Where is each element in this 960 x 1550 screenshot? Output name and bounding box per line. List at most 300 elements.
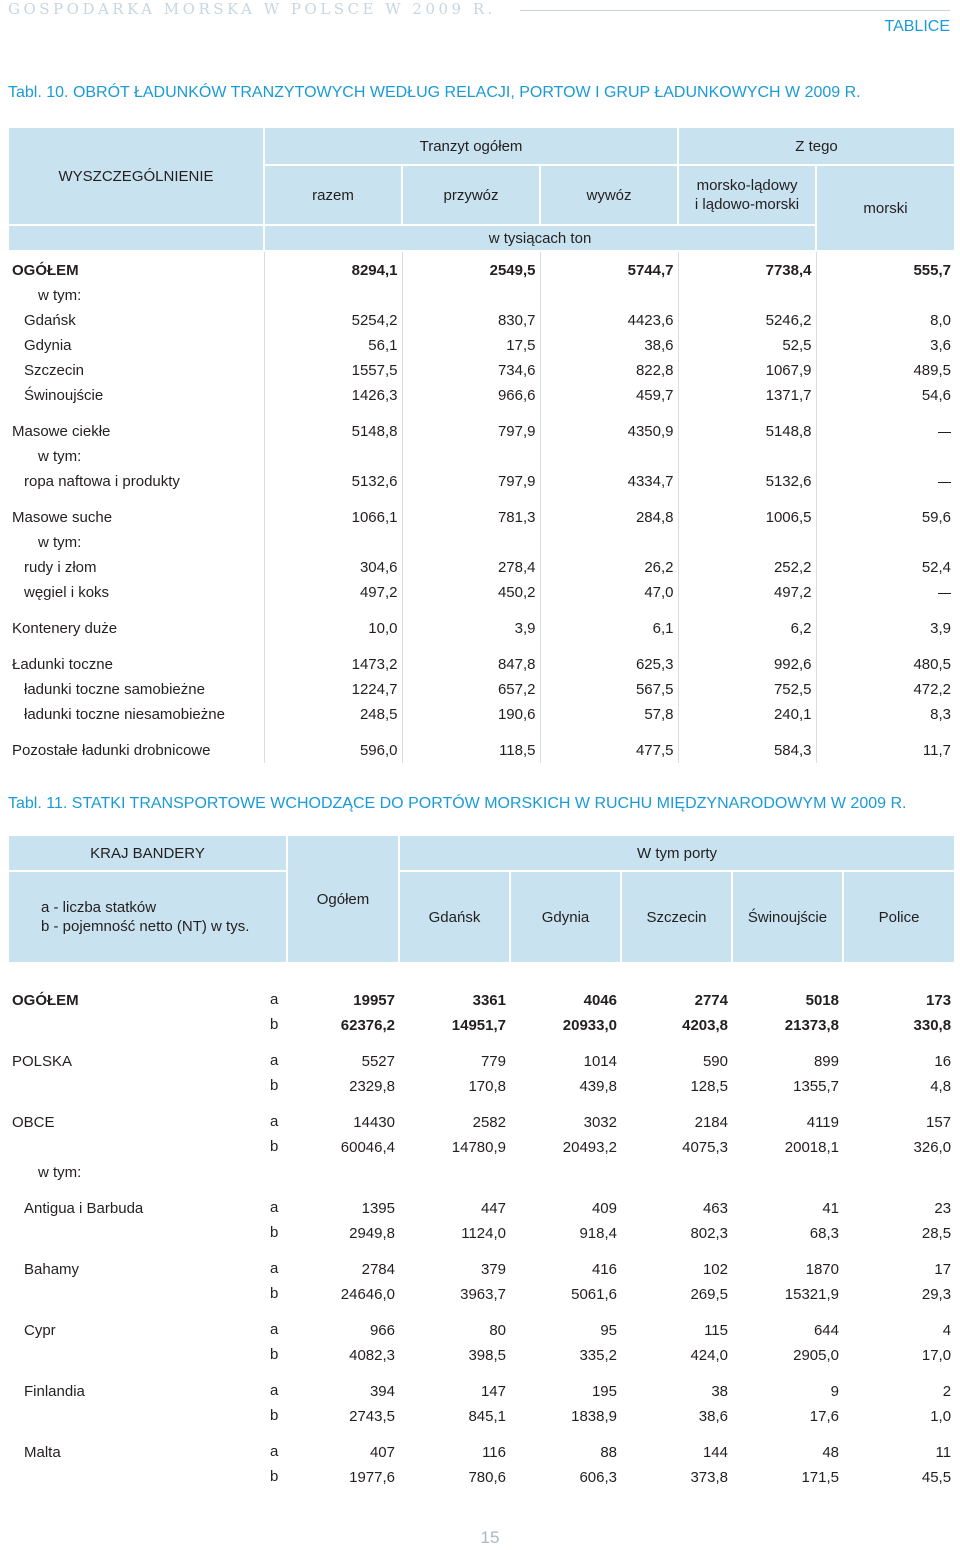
spacer-row	[8, 641, 955, 652]
table-row	[8, 419, 955, 444]
cell-value: 1,0	[930, 1408, 952, 1425]
row-label: Gdynia	[8, 333, 264, 358]
cell-value: 54,6	[921, 387, 952, 404]
row-label: ładunki toczne samobieżne	[8, 677, 264, 702]
cell-value: 38,6	[540, 333, 678, 358]
group-label: Finlandia a	[24, 1382, 279, 1400]
group-label-empty	[8, 1282, 287, 1307]
cell-value: 5246,2	[678, 308, 816, 333]
spacer-row	[8, 963, 955, 988]
cell-value: 606,3	[579, 1469, 617, 1486]
cell-value: 128,5	[690, 1078, 728, 1095]
cell-value: 1067,9	[678, 358, 816, 383]
table-row	[8, 1440, 955, 1465]
cell-value: 68,3	[809, 1225, 839, 1242]
cell-value	[816, 419, 955, 444]
cell-value: 781,3	[402, 505, 540, 530]
table-row	[8, 1465, 955, 1490]
table-row	[8, 1404, 955, 1429]
legend-a: a - liczba statków	[41, 899, 157, 916]
cell-value: 779	[480, 1053, 506, 1070]
cell-value: 335,2	[579, 1347, 617, 1364]
table-row	[8, 702, 955, 727]
cell-value: 1426,3	[264, 383, 402, 408]
cell-value: 373,8	[690, 1469, 728, 1486]
col-of-which: Z tego	[678, 127, 955, 165]
cell-value: 248,5	[264, 702, 402, 727]
table-row	[8, 652, 955, 677]
row-label: Pozostałe ładunki drobnicowe	[8, 738, 264, 763]
cell-value	[402, 283, 540, 308]
cell-value: 992,6	[678, 652, 816, 677]
cell-value: 3032	[583, 1114, 617, 1131]
cell-value	[540, 444, 678, 469]
cell-value: 450,2	[402, 580, 540, 605]
table-row	[8, 1318, 955, 1343]
cell-value: 1395	[361, 1200, 395, 1217]
cell-value: 5744,7	[540, 258, 678, 283]
cell-value: 5132,6	[264, 469, 402, 494]
col-razem: razem	[264, 165, 402, 225]
cell-value: 4350,9	[540, 419, 678, 444]
col-port-police: Police	[843, 871, 955, 963]
cell-value	[816, 444, 955, 469]
table-row	[8, 444, 955, 469]
table-row	[8, 383, 955, 408]
cell-value: 330,8	[913, 1017, 952, 1034]
table-row	[8, 1343, 955, 1368]
cell-value	[816, 530, 955, 555]
group-label-empty	[8, 1135, 287, 1160]
unit-label: w tysiącach ton	[264, 225, 816, 251]
cell-value: 463	[702, 1200, 728, 1217]
cell-value: 4423,6	[540, 308, 678, 333]
cell-value: 2184	[694, 1114, 728, 1131]
cell-value: 752,5	[678, 677, 816, 702]
group-label: Malta a	[24, 1443, 279, 1461]
cell-value: 2329,8	[349, 1078, 395, 1095]
cell-value: 4082,3	[349, 1347, 395, 1364]
spacer-row	[8, 1307, 955, 1318]
table11-body	[8, 963, 955, 1501]
cell-value: 56,1	[264, 333, 402, 358]
cell-value: 144	[702, 1444, 728, 1461]
cell-value: 409	[591, 1200, 617, 1217]
col-ports: W tym porty	[399, 835, 955, 871]
cell-value: 60046,4	[340, 1139, 395, 1156]
dash-mark	[938, 593, 951, 594]
cell-value: 28,5	[921, 1225, 952, 1242]
cell-value: 5148,8	[678, 419, 816, 444]
cell-value	[264, 283, 402, 308]
cell-value: 10,0	[264, 616, 402, 641]
cell-value: 14780,9	[451, 1139, 506, 1156]
cell-value: 17	[934, 1261, 952, 1278]
cell-value: 38,6	[698, 1408, 728, 1425]
cell-value: 269,5	[690, 1286, 728, 1303]
table11-caption-text: STATKI TRANSPORTOWE WCHODZĄCE DO PORTÓW MORSKICH W RUCHU MIĘDZYNARODOWYM W 2009 R.	[71, 795, 907, 812]
cell-value: 830,7	[402, 308, 540, 333]
col-total: Ogółem	[287, 835, 399, 963]
group-label: Antigua i Barbuda a	[24, 1199, 279, 1217]
cell-value: 6,1	[540, 616, 678, 641]
cell-value: 48	[822, 1444, 839, 1461]
row-kind-marker: b	[270, 1077, 279, 1094]
cell-value: 284,8	[540, 505, 678, 530]
cell-value: 567,5	[540, 677, 678, 702]
row-kind-marker: b	[270, 1346, 279, 1363]
table-row	[8, 1013, 955, 1038]
row-label: Kontenery duże	[8, 616, 264, 641]
cell-value: 625,3	[540, 652, 678, 677]
cell-value: 416	[591, 1261, 617, 1278]
cell-value: 16	[934, 1053, 952, 1070]
spacer-row	[8, 727, 955, 738]
col-port-swinoujscie: Świnoujście	[732, 871, 843, 963]
cell-value	[540, 283, 678, 308]
table-row	[8, 530, 955, 555]
cell-value: 966	[369, 1322, 395, 1339]
spacer-row	[8, 1099, 955, 1110]
col-port-gdansk: Gdańsk	[399, 871, 510, 963]
cell-value: 966,6	[402, 383, 540, 408]
cell-value: 102	[702, 1261, 728, 1278]
table-row	[8, 308, 955, 333]
table10-caption-number: Tabl. 10.	[8, 84, 69, 101]
col-flag: KRAJ BANDERY	[8, 835, 287, 871]
table10	[7, 126, 956, 763]
table-row	[8, 1135, 955, 1160]
row-kind-marker: b	[270, 1138, 279, 1155]
group-label: Bahamy a	[24, 1260, 279, 1278]
table-row	[8, 505, 955, 530]
group-label-empty	[8, 1343, 287, 1368]
cell-value: 80	[489, 1322, 506, 1339]
cell-value: 1838,9	[571, 1408, 617, 1425]
cell-value: 6,2	[678, 616, 816, 641]
cell-value: 4	[942, 1322, 952, 1339]
table-row	[8, 1049, 955, 1074]
row-label: Ładunki toczne	[8, 652, 264, 677]
cell-value: 797,9	[402, 419, 540, 444]
cell-value: 584,3	[678, 738, 816, 763]
cell-value: 1371,7	[678, 383, 816, 408]
row-label: OGÓŁEM	[8, 258, 264, 283]
cell-value: 45,5	[921, 1469, 952, 1486]
cell-value: 398,5	[468, 1347, 506, 1364]
table-row	[8, 469, 955, 494]
cell-value: 780,6	[468, 1469, 506, 1486]
col-land-line2: i lądowo-morski	[694, 196, 800, 213]
cell-value: 195	[591, 1383, 617, 1400]
cell-value: 5061,6	[571, 1286, 617, 1303]
cell-value: 173	[926, 992, 952, 1009]
cell-value: 95	[600, 1322, 617, 1339]
table-row	[8, 1221, 955, 1246]
spacer-row	[8, 1490, 955, 1501]
cell-value: 2582	[472, 1114, 506, 1131]
cell-value: 439,8	[579, 1078, 617, 1095]
cell-value: 17,5	[402, 333, 540, 358]
row-kind-marker: a	[270, 991, 279, 1008]
cell-value: 657,2	[402, 677, 540, 702]
col-port-gdynia: Gdynia	[510, 871, 621, 963]
cell-value: 1977,6	[349, 1469, 395, 1486]
row-label: rudy i złom	[8, 555, 264, 580]
page-number: 15	[480, 1528, 500, 1547]
cell-value: 3361	[472, 992, 506, 1009]
cell-value: 497,2	[678, 580, 816, 605]
table-row	[8, 333, 955, 358]
group-label-empty	[8, 1465, 287, 1490]
cell-value: 11	[935, 1444, 952, 1461]
cell-value: 62376,2	[340, 1017, 395, 1034]
group-label: OGÓŁEM a	[12, 991, 279, 1009]
cell-value: 24646,0	[340, 1286, 395, 1303]
cell-value: 480,5	[913, 656, 952, 673]
table-row	[8, 616, 955, 641]
cell-value: 394	[369, 1383, 395, 1400]
cell-value	[678, 444, 816, 469]
table-row	[8, 988, 955, 1013]
cell-value: 379	[480, 1261, 506, 1278]
cell-value: 899	[813, 1053, 839, 1070]
col-wywoz: wywóz	[540, 165, 678, 225]
col-morski: morski	[816, 165, 955, 251]
cell-value: 2905,0	[793, 1347, 839, 1364]
cell-value: 3,9	[930, 620, 952, 637]
cell-value: 240,1	[678, 702, 816, 727]
empty-cell	[287, 1160, 399, 1185]
cell-value	[816, 469, 955, 494]
cell-value: 459,7	[540, 383, 678, 408]
cell-value: 170,8	[468, 1078, 506, 1095]
row-label: w tym:	[8, 530, 264, 555]
table-row	[8, 1257, 955, 1282]
cell-value: 1557,5	[264, 358, 402, 383]
cell-value: 5527	[361, 1053, 395, 1070]
row-label: ropa naftowa i produkty	[8, 469, 264, 494]
cell-value	[816, 283, 955, 308]
cell-value: 17,6	[809, 1408, 839, 1425]
spacer-row	[8, 1185, 955, 1196]
cell-value: 1124,0	[461, 1225, 506, 1242]
section-label: TABLICE	[884, 18, 950, 35]
spacer-row	[8, 1038, 955, 1049]
row-kind-marker: b	[270, 1285, 279, 1302]
spacer-row	[8, 494, 955, 505]
cell-value: 845,1	[468, 1408, 506, 1425]
spacer-row	[8, 1246, 955, 1257]
dash-mark	[938, 432, 951, 433]
group-label-empty	[8, 1013, 287, 1038]
cell-value: 7738,4	[678, 258, 816, 283]
cell-value: 4,8	[930, 1078, 952, 1095]
cell-value	[264, 444, 402, 469]
cell-value: 38	[711, 1383, 728, 1400]
cell-value: 11,7	[922, 742, 952, 759]
cell-value: 115	[704, 1322, 728, 1339]
legend-b: b - pojemność netto (NT) w tys.	[41, 918, 250, 935]
row-label: Masowe ciekłe	[8, 419, 264, 444]
cell-value: 4046	[583, 992, 617, 1009]
cell-value: 1014	[583, 1053, 617, 1070]
row-kind-marker: a	[270, 1113, 279, 1130]
cell-value: 326,0	[913, 1139, 952, 1156]
cell-value: 8,0	[930, 312, 952, 329]
row-label: Gdańsk	[8, 308, 264, 333]
row-label: ładunki toczne niesamobieżne	[8, 702, 264, 727]
cell-value: 590	[702, 1053, 728, 1070]
table-row	[8, 1160, 955, 1185]
table11	[7, 834, 956, 1501]
row-label: Świnoujście	[8, 383, 264, 408]
cell-value: 21373,8	[784, 1017, 839, 1034]
cell-value: 407	[369, 1444, 395, 1461]
cell-value: 17,0	[921, 1347, 952, 1364]
cell-value: 147	[480, 1383, 506, 1400]
col-przywoz: przywóz	[402, 165, 540, 225]
cell-value: 1224,7	[264, 677, 402, 702]
cell-value: 596,0	[264, 738, 402, 763]
cell-value: 822,8	[540, 358, 678, 383]
table-row	[8, 1074, 955, 1099]
col-spec: WYSZCZEGÓLNIENIE	[8, 127, 264, 225]
col-transit-total: Tranzyt ogółem	[264, 127, 678, 165]
cell-value: 2784	[361, 1261, 395, 1278]
cell-value: 52,5	[678, 333, 816, 358]
cell-value	[678, 283, 816, 308]
cell-value: 20933,0	[562, 1017, 617, 1034]
cell-value	[816, 580, 955, 605]
cell-value	[540, 530, 678, 555]
table-row	[8, 580, 955, 605]
cell-value: 2	[942, 1383, 952, 1400]
cell-value: 15321,9	[784, 1286, 839, 1303]
empty-cell	[621, 1160, 732, 1185]
cell-value: 23	[934, 1200, 952, 1217]
table10-caption	[8, 84, 861, 102]
cell-value: 57,8	[540, 702, 678, 727]
cell-value: 5018	[805, 992, 839, 1009]
row-kind-marker: b	[270, 1407, 279, 1424]
table-row	[8, 1110, 955, 1135]
cell-value: 4119	[806, 1114, 839, 1131]
spacer-row	[8, 408, 955, 419]
unit-spacer	[8, 225, 264, 251]
cell-value: 1870	[805, 1261, 839, 1278]
cell-value: 304,6	[264, 555, 402, 580]
cell-value: 3,9	[402, 616, 540, 641]
row-label: Szczecin	[8, 358, 264, 383]
cell-value: 555,7	[913, 262, 952, 279]
cell-value: 1006,5	[678, 505, 816, 530]
running-header: GOSPODARKA MORSKA W POLSCE W 2009 R.	[8, 0, 496, 18]
group-note: w tym:	[38, 1164, 82, 1181]
cell-value: 2774	[694, 992, 728, 1009]
row-label: węgiel i koks	[8, 580, 264, 605]
table-row	[8, 358, 955, 383]
cell-value: 20018,1	[784, 1139, 839, 1156]
cell-value: 734,6	[402, 358, 540, 383]
col-land	[678, 165, 816, 225]
cell-value: 802,3	[690, 1225, 728, 1242]
spacer-row	[8, 605, 955, 616]
cell-value: 8,3	[930, 706, 952, 723]
group-label-empty	[8, 1074, 287, 1099]
cell-value: 52,4	[921, 559, 952, 576]
cell-value: 477,5	[540, 738, 678, 763]
row-label: w tym:	[8, 444, 264, 469]
cell-value	[402, 444, 540, 469]
cell-value: 278,4	[402, 555, 540, 580]
spacer-row	[8, 251, 955, 258]
row-kind-marker: a	[270, 1321, 279, 1338]
cell-value: 14951,7	[451, 1017, 506, 1034]
cell-value	[402, 530, 540, 555]
cell-value: 9	[830, 1383, 839, 1400]
table10-caption-text: OBRÓT ŁADUNKÓW TRANZYTOWYCH WEDŁUG RELACJI, PORTOW I GRUP ŁADUNKOWYCH W 2009 R.	[72, 84, 861, 101]
cell-value: 5148,8	[264, 419, 402, 444]
cell-value: 59,6	[921, 509, 952, 526]
cell-value: 116	[482, 1444, 506, 1461]
cell-value: 20493,2	[562, 1139, 617, 1156]
col-land-line1: morsko-lądowy	[696, 177, 798, 194]
row-kind-marker: a	[270, 1443, 279, 1460]
empty-cell	[732, 1160, 843, 1185]
cell-value: 29,3	[921, 1286, 952, 1303]
cell-value: 2549,5	[402, 258, 540, 283]
cell-value: 26,2	[540, 555, 678, 580]
cell-value: 3963,7	[460, 1286, 506, 1303]
cell-value: 447	[480, 1200, 506, 1217]
spacer-row	[8, 1368, 955, 1379]
row-label: Masowe suche	[8, 505, 264, 530]
cell-value: 797,9	[402, 469, 540, 494]
cell-value: 47,0	[540, 580, 678, 605]
header-rule	[520, 10, 950, 11]
cell-value: 157	[926, 1114, 952, 1131]
table-row	[8, 677, 955, 702]
row-kind-marker: a	[270, 1052, 279, 1069]
row-kind-marker: a	[270, 1260, 279, 1277]
row-kind-marker: a	[270, 1382, 279, 1399]
cell-value: 2949,8	[349, 1225, 395, 1242]
row-kind-marker: b	[270, 1016, 279, 1033]
group-label: OBCE a	[12, 1113, 279, 1131]
table11-caption-number: Tabl. 11.	[8, 795, 68, 812]
cell-value: 644	[813, 1322, 839, 1339]
cell-value: 14430	[353, 1114, 395, 1131]
cell-value: 1355,7	[793, 1078, 839, 1095]
cell-value: 497,2	[264, 580, 402, 605]
table11-caption	[8, 795, 906, 813]
table-row	[8, 283, 955, 308]
cell-value: 3,6	[930, 337, 952, 354]
row-kind-marker: b	[270, 1224, 279, 1241]
cell-value: 5254,2	[264, 308, 402, 333]
table10-body	[8, 251, 955, 763]
cell-value: 88	[600, 1444, 617, 1461]
cell-value: 252,2	[678, 555, 816, 580]
cell-value: 472,2	[913, 681, 952, 698]
empty-cell	[843, 1160, 955, 1185]
row-kind-marker: b	[270, 1468, 279, 1485]
row-label: w tym:	[8, 283, 264, 308]
cell-value: 5132,6	[678, 469, 816, 494]
table-row	[8, 1282, 955, 1307]
table-row	[8, 1379, 955, 1404]
